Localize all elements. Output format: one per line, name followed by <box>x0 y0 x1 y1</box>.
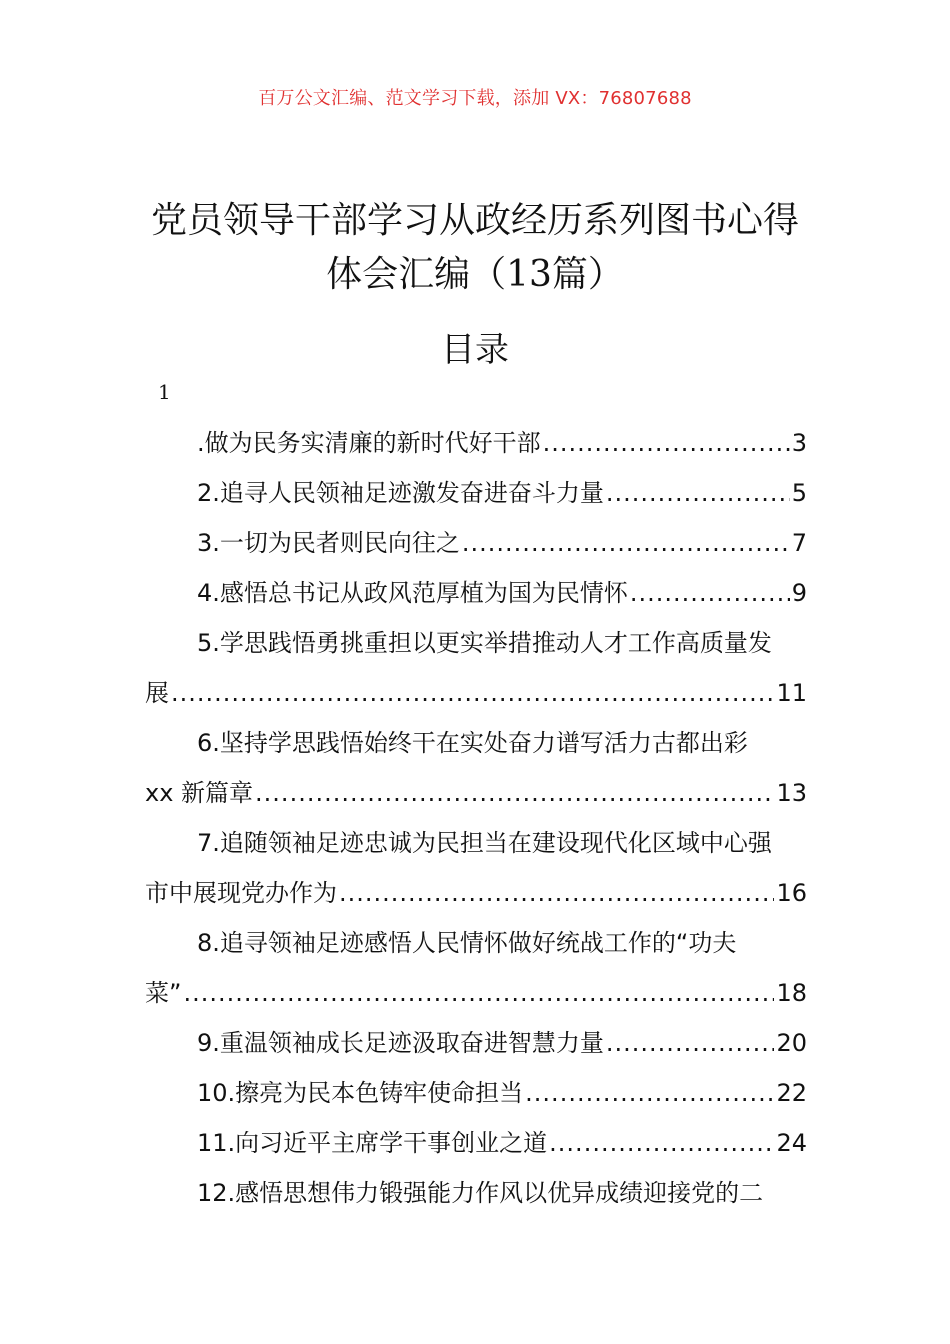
toc-leader-dots <box>525 1068 774 1118</box>
toc-page-number: 11 <box>776 679 807 707</box>
toc-leader-dots <box>606 468 790 518</box>
toc-page-number: 16 <box>776 879 807 907</box>
toc-page-number: 9 <box>791 579 807 607</box>
title-count: 13 <box>506 254 552 296</box>
toc-page-number: 13 <box>776 779 807 807</box>
toc-entry-5-line-1[interactable] <box>145 618 807 668</box>
toc-page-number: 22 <box>776 1079 807 1107</box>
page-marker-number: 1 <box>158 380 171 404</box>
toc-leader-dots <box>606 1018 775 1068</box>
toc-entry-title: 5.学思践悟勇挑重担以更实举措推动人才工作高质量发 <box>197 629 772 657</box>
toc-leader-dots <box>630 568 790 618</box>
toc-leader-dots <box>462 518 790 568</box>
toc-entry-11[interactable] <box>145 1118 807 1168</box>
title-prefix: 体会汇编（ <box>326 254 507 296</box>
toc-entry-title: 4.感悟总书记从政风范厚植为国为民情怀 <box>197 579 628 607</box>
toc-entry-title: 7.追随领袖足迹忠诚为民担当在建设现代化区域中心强 <box>197 829 772 857</box>
toc-entry-12-line-1[interactable] <box>145 1168 807 1218</box>
toc-page-number: 18 <box>776 979 807 1007</box>
toc-entry-title: .做为民务实清廉的新时代好干部 <box>197 429 541 457</box>
toc-leader-dots <box>255 768 774 818</box>
toc-entry-10[interactable] <box>145 1068 807 1118</box>
toc-entry-title-cont: xx 新篇章 <box>145 779 254 807</box>
toc-entry-8-line-1[interactable] <box>145 918 807 968</box>
toc-page-number: 3 <box>791 429 807 457</box>
toc-entry-4[interactable] <box>145 568 807 618</box>
toc-entry-7-line-2[interactable] <box>145 868 807 918</box>
toc-page-number: 24 <box>776 1129 807 1157</box>
header-note: 百万公文汇编、范文学习下载，添加 VX：76807688 <box>258 88 692 109</box>
toc-entry-title-cont: 菜” <box>145 979 182 1007</box>
toc-leader-dots <box>543 418 790 468</box>
toc-entry-title: 8.追寻领袖足迹感悟人民情怀做好统战工作的“功夫 <box>197 929 737 957</box>
toc-entry-title-cont: 市中展现党办作为 <box>145 879 337 907</box>
toc-entry-5-line-2[interactable] <box>145 668 807 718</box>
toc-entry-6-line-1[interactable] <box>145 718 807 768</box>
toc-entry-2[interactable] <box>145 468 807 518</box>
toc-entry-title: 10.擦亮为民本色铸牢使命担当 <box>197 1079 524 1107</box>
toc-page-number: 7 <box>791 529 807 557</box>
toc-leader-dots <box>183 968 774 1018</box>
toc-entry-title: 2.追寻人民领袖足迹激发奋进奋斗力量 <box>197 479 604 507</box>
toc-entry-title: 11.向习近平主席学干事创业之道 <box>197 1129 548 1157</box>
toc-heading: 目录 <box>441 330 509 370</box>
toc-entry-1[interactable] <box>145 418 807 468</box>
toc-entry-8-line-2[interactable] <box>145 968 807 1018</box>
toc-leader-dots <box>171 668 774 718</box>
toc-entry-3[interactable] <box>145 518 807 568</box>
toc-entry-title: 12.感悟思想伟力锻强能力作风以优异成绩迎接党的二 <box>197 1179 764 1207</box>
toc-entry-6-line-2[interactable] <box>145 768 807 818</box>
document-title <box>0 194 950 302</box>
table-of-contents <box>145 418 807 1218</box>
toc-page-number: 5 <box>791 479 807 507</box>
toc-entry-title: 6.坚持学思践悟始终干在实处奋力谱写活力古都出彩 <box>197 729 748 757</box>
toc-leader-dots <box>339 868 774 918</box>
title-suffix: 篇） <box>551 254 624 296</box>
toc-entry-9[interactable] <box>145 1018 807 1068</box>
toc-entry-title: 9.重温领袖成长足迹汲取奋进智慧力量 <box>197 1029 604 1057</box>
toc-entry-title-cont: 展 <box>145 679 169 707</box>
toc-leader-dots <box>549 1118 774 1168</box>
document-title-line-1: 党员领导干部学习从政经历系列图书心得 <box>150 200 799 242</box>
toc-page-number: 20 <box>776 1029 807 1057</box>
document-title-line-2 <box>0 248 950 302</box>
toc-entry-7-line-1[interactable] <box>145 818 807 868</box>
toc-entry-title: 3.一切为民者则民向往之 <box>197 529 460 557</box>
